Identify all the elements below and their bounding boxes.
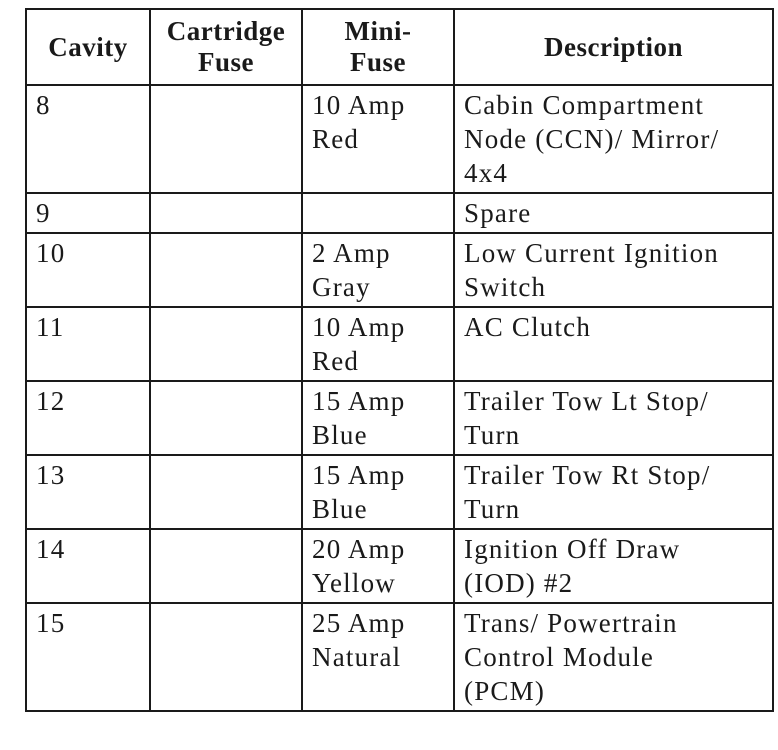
description-line: 4x4 [464, 158, 509, 188]
mini-fuse-rating: 10 Amp [312, 312, 406, 342]
mini-fuse-color: Red [312, 124, 360, 154]
mini-fuse-cell [302, 381, 454, 455]
description-line: Control Module [464, 642, 655, 672]
header-description-label: Description [544, 31, 683, 62]
description-line: Node (CCN)/ Mirror/ [464, 124, 720, 154]
mini-fuse-cell [302, 603, 454, 711]
description-line: Switch [464, 272, 547, 302]
description-cell [454, 381, 773, 455]
fuse-table [25, 8, 774, 712]
mini-fuse-rating: 25 Amp [312, 608, 406, 638]
header-mini-fuse [302, 9, 454, 85]
table-row [26, 455, 773, 529]
mini-fuse-rating: 15 Amp [312, 460, 406, 490]
description-line: Trailer Tow Lt Stop/ [464, 386, 709, 416]
mini-fuse-rating: 20 Amp [312, 534, 406, 564]
mini-fuse-rating: 15 Amp [312, 386, 406, 416]
table-row [26, 603, 773, 711]
cartridge-cell [150, 85, 302, 193]
description-line: Spare [464, 198, 532, 228]
cartridge-cell [150, 233, 302, 307]
header-cartridge-fuse [150, 9, 302, 85]
description-cell [454, 193, 773, 233]
cavity-cell: 8 [26, 85, 150, 193]
table-header [26, 9, 773, 85]
mini-fuse-cell [302, 529, 454, 603]
description-line: (PCM) [464, 676, 546, 706]
description-cell [454, 85, 773, 193]
mini-fuse-cell [302, 85, 454, 193]
cartridge-cell [150, 603, 302, 711]
description-cell [454, 603, 773, 711]
mini-fuse-cell [302, 307, 454, 381]
cavity-cell: 12 [26, 381, 150, 455]
description-cell [454, 455, 773, 529]
mini-fuse-color: Blue [312, 494, 368, 524]
mini-fuse-color: Gray [312, 272, 371, 302]
cavity-cell: 11 [26, 307, 150, 381]
cavity-cell: 9 [26, 193, 150, 233]
header-cartridge-label-line1: Cartridge [166, 16, 286, 46]
description-cell [454, 529, 773, 603]
table-row [26, 529, 773, 603]
cartridge-cell [150, 381, 302, 455]
description-line: Cabin Compartment [464, 90, 705, 120]
table-body [26, 85, 773, 711]
description-line: Low Current Ignition [464, 238, 719, 268]
header-cavity [26, 9, 150, 85]
cartridge-cell [150, 529, 302, 603]
description-cell [454, 307, 773, 381]
table-row [26, 233, 773, 307]
description-line: Trans/ Powertrain [464, 608, 678, 638]
header-cavity-label: Cavity [48, 31, 128, 62]
header-description [454, 9, 773, 85]
mini-fuse-color: Natural [312, 642, 402, 672]
description-line: Trailer Tow Rt Stop/ [464, 460, 711, 490]
table-row [26, 193, 773, 233]
mini-fuse-rating: 10 Amp [312, 90, 406, 120]
mini-fuse-color: Yellow [312, 568, 396, 598]
header-mini-label-line1: Mini- [344, 16, 412, 46]
description-line: Turn [464, 420, 521, 450]
cartridge-cell [150, 193, 302, 233]
cavity-cell: 15 [26, 603, 150, 711]
cavity-cell: 14 [26, 529, 150, 603]
header-row [26, 9, 773, 85]
description-line: Turn [464, 494, 521, 524]
mini-fuse-rating: 2 Amp [312, 238, 391, 268]
header-mini-label-line2: Fuse [350, 47, 406, 77]
table-row [26, 85, 773, 193]
description-line: AC Clutch [464, 312, 592, 342]
cavity-cell: 13 [26, 455, 150, 529]
cartridge-cell [150, 307, 302, 381]
mini-fuse-cell [302, 233, 454, 307]
mini-fuse-color: Red [312, 346, 360, 376]
mini-fuse-cell [302, 455, 454, 529]
description-cell [454, 233, 773, 307]
table-row [26, 381, 773, 455]
cartridge-cell [150, 455, 302, 529]
description-line: (IOD) #2 [464, 568, 574, 598]
cavity-cell: 10 [26, 233, 150, 307]
description-line: Ignition Off Draw [464, 534, 681, 564]
table-row [26, 307, 773, 381]
header-cartridge-label-line2: Fuse [198, 47, 254, 77]
mini-fuse-color: Blue [312, 420, 368, 450]
mini-fuse-cell [302, 193, 454, 233]
